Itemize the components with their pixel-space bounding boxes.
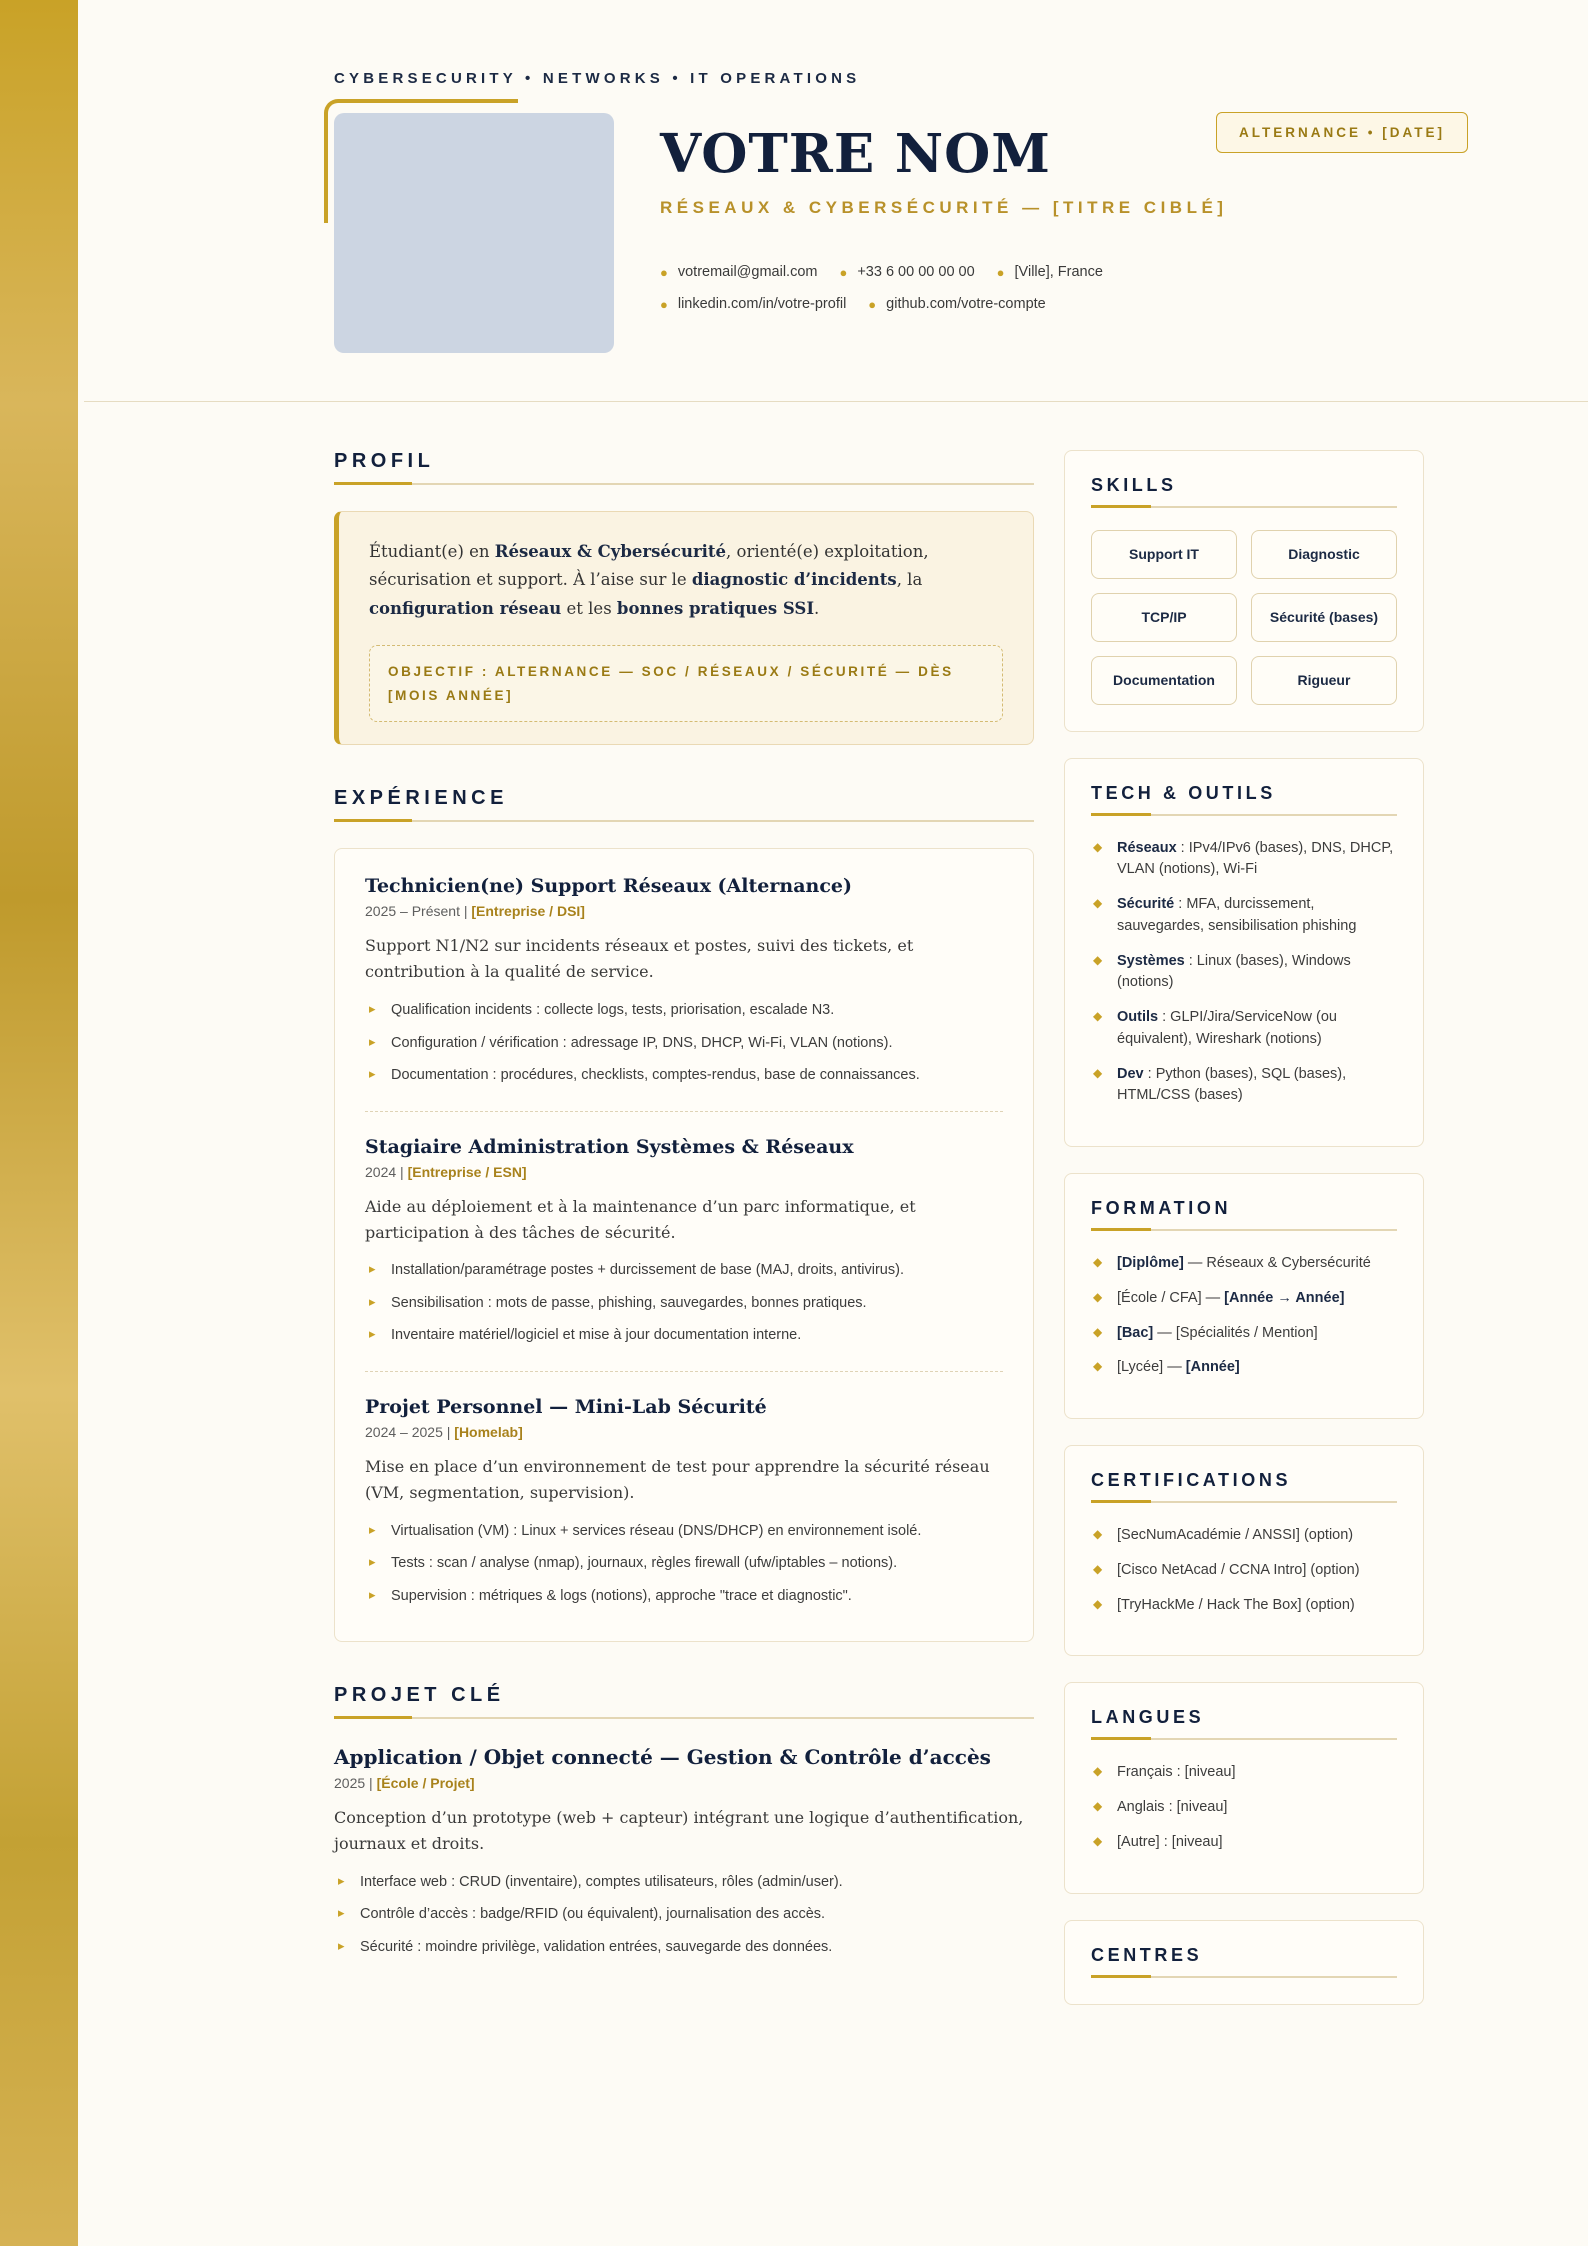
section-title-tech: TECH & OUTILS	[1091, 783, 1397, 816]
list-item: ◆ [Autre] : [niveau]	[1091, 1832, 1397, 1854]
tech-label: Dev	[1117, 1065, 1144, 1082]
formation-strong: [Diplôme]	[1117, 1255, 1184, 1272]
skill-chip-list	[1091, 530, 1397, 705]
formation-rest: [École / CFA] —	[1117, 1289, 1225, 1306]
project-meta	[334, 1775, 1034, 1791]
job-title: Technicien(ne) Support Réseaux (Alternance)	[365, 875, 852, 898]
list-item: ▸ Documentation : procédures, checklists, comptes-rendus, base de connaissances.	[365, 1064, 1003, 1086]
list-item: ▸ Sensibilisation : mots de passe, phishing, sauvegardes, bonnes pratiques.	[365, 1292, 1003, 1314]
job-title: Projet Personnel — Mini-Lab Sécurité	[365, 1395, 767, 1418]
tech-value: : Linux (bases), Windows (notions)	[1117, 952, 1351, 991]
list-item: ▸ Installation/paramétrage postes + durcissement de base (MAJ, droits, antivirus).	[365, 1259, 1003, 1281]
page-title: VOTRE NOM	[660, 123, 1051, 185]
job-period: 2025 – Présent |	[365, 903, 472, 920]
tech-label: Sécurité	[1117, 896, 1175, 913]
section-title-certifications: CERTIFICATIONS	[1091, 1470, 1397, 1503]
key-project-block	[334, 1745, 1034, 1958]
section-title-centres: CENTRES	[1091, 1945, 1397, 1978]
tech-value: : MFA, durcissement, sauvegardes, sensibilisation phishing	[1117, 896, 1357, 934]
list-item	[1091, 951, 1397, 995]
list-item	[1091, 1288, 1397, 1310]
resume-header	[84, 0, 1588, 402]
job-period: 2024 |	[365, 1163, 408, 1180]
skill-chip: Support IT	[1091, 530, 1237, 579]
bullet-dot-icon: ●	[660, 264, 668, 280]
project-company: [École / Projet]	[376, 1775, 475, 1792]
list-item: ▸ Configuration / vérification : adressage IP, DNS, DHCP, Wi-Fi, VLAN (notions).	[365, 1032, 1003, 1054]
avatar	[334, 113, 614, 353]
list-item	[1091, 894, 1397, 938]
skill-chip: Rigueur	[1251, 656, 1397, 705]
centres-card	[1064, 1920, 1424, 2005]
job-company: [Entreprise / ESN]	[407, 1163, 527, 1180]
status-badge: ALTERNANCE • [DATE]	[1216, 112, 1468, 153]
list-item	[1091, 1323, 1397, 1345]
contact-line-2	[660, 296, 1227, 312]
list-item: ▸ Inventaire matériel/logiciel et mise à jour documentation interne.	[365, 1324, 1003, 1346]
main-column	[334, 450, 1034, 1968]
job-description: Support N1/N2 sur incidents réseaux et postes, suivi des tickets, et contribution à la qualité de service.	[365, 936, 914, 982]
profile-bold-4: bonnes pratiques SSI	[616, 598, 815, 618]
tech-label: Outils	[1117, 1009, 1159, 1026]
list-item: ▸ Interface web : CRUD (inventaire), comptes utilisateurs, rôles (admin/user).	[334, 1871, 1034, 1893]
sidebar-column	[1064, 450, 1424, 2031]
section-title-langues: LANGUES	[1091, 1707, 1397, 1740]
list-item: ◆ [SecNumAcadémie / ANSSI] (option)	[1091, 1525, 1397, 1547]
formation-list	[1091, 1253, 1397, 1379]
list-item	[1091, 1064, 1397, 1108]
profile-bold-3: configuration réseau	[369, 598, 562, 618]
experience-item	[365, 1111, 1003, 1347]
list-item: ▸ Supervision : métriques & logs (notions), approche "trace et diagnostic".	[365, 1585, 1003, 1607]
project-description: Conception d’un prototype (web + capteur) intégrant une logique d’authentification, journaux et droits.	[334, 1808, 1024, 1853]
job-description: Aide au déploiement et à la maintenance d’un parc informatique, et participation à des tâches de sécurité.	[365, 1196, 916, 1242]
experience-item	[365, 875, 1003, 1086]
list-item: ◆ [Cisco NetAcad / CCNA Intro] (option)	[1091, 1560, 1397, 1582]
section-title-experience: EXPÉRIENCE	[334, 787, 1034, 822]
list-item: ◆ Anglais : [niveau]	[1091, 1797, 1397, 1819]
profile-part-5: .	[814, 598, 820, 618]
bullet-dot-icon: ●	[839, 264, 848, 280]
list-item: ▸ Virtualisation (VM) : Linux + services réseau (DNS/DHCP) en environnement isolé.	[365, 1520, 1003, 1542]
experience-card	[334, 848, 1034, 1642]
contact-linkedin[interactable]: linkedin.com/in/votre-profil	[677, 296, 847, 313]
header-main	[660, 113, 1227, 328]
job-meta	[365, 1164, 1003, 1180]
job-bullet-list	[365, 1259, 1003, 1346]
formation-strong: [Bac]	[1117, 1324, 1154, 1341]
contact-email[interactable]: votremail@gmail.com	[677, 264, 818, 281]
job-meta	[365, 903, 1003, 919]
list-item: ▸ Tests : scan / analyse (nmap), journaux, règles firewall (ufw/iptables – notions).	[365, 1552, 1003, 1574]
formation-rest: — Réseaux & Cybersécurité	[1183, 1255, 1371, 1272]
job-description: Mise en place d’un environnement de test pour apprendre la sécurité réseau (VM, segmentation, supervision).	[365, 1456, 990, 1502]
certifications-card	[1064, 1445, 1424, 1656]
tech-value: : Python (bases), SQL (bases), HTML/CSS (bases)	[1117, 1065, 1347, 1104]
header-subtitle: RÉSEAUX & CYBERSÉCURITÉ — [TITRE CIBLÉ]	[660, 197, 1228, 217]
tech-tools-card	[1064, 758, 1424, 1148]
list-item: ▸ Qualification incidents : collecte logs, tests, priorisation, escalade N3.	[365, 999, 1003, 1021]
formation-card	[1064, 1173, 1424, 1419]
job-company: [Entreprise / DSI]	[471, 903, 585, 920]
contact-github[interactable]: github.com/votre-compte	[886, 296, 1046, 313]
project-title: Application / Objet connecté — Gestion & Contrôle d’accès	[334, 1745, 991, 1770]
section-title-profil: PROFIL	[334, 450, 1034, 485]
job-company: [Homelab]	[454, 1423, 523, 1440]
header-kicker: CYBERSECURITY • NETWORKS • IT OPERATIONS	[334, 70, 861, 87]
skill-chip: Sécurité (bases)	[1251, 593, 1397, 642]
profile-part-2: , orienté(e) exploitation, sécurisation et support. À l’aise sur le	[369, 542, 929, 590]
tech-value: : IPv4/IPv6 (bases), DNS, DHCP, VLAN (notions), Wi-Fi	[1117, 839, 1394, 878]
job-period: 2024 – 2025 |	[365, 1423, 455, 1440]
skills-card	[1064, 450, 1424, 732]
list-item: ▸ Contrôle d’accès : badge/RFID (ou équivalent), journalisation des accès.	[334, 1903, 1034, 1925]
project-bullet-list	[334, 1871, 1034, 1958]
tech-list	[1091, 838, 1397, 1108]
photo-container	[334, 113, 624, 353]
list-item: ▸ Sécurité : moindre privilège, validation entrées, sauvegarde des données.	[334, 1936, 1034, 1958]
experience-item	[365, 1371, 1003, 1607]
certifications-list	[1091, 1525, 1397, 1616]
formation-rest: [Lycée] —	[1117, 1359, 1186, 1376]
tech-label: Réseaux	[1117, 839, 1177, 856]
profile-card	[334, 511, 1034, 745]
job-bullet-list	[365, 999, 1003, 1086]
langues-list	[1091, 1762, 1397, 1853]
job-title: Stagiaire Administration Systèmes & Réseaux	[365, 1135, 854, 1158]
list-item: ◆ Français : [niveau]	[1091, 1762, 1397, 1784]
bullet-dot-icon: ●	[660, 296, 668, 312]
section-title-formation: FORMATION	[1091, 1198, 1397, 1231]
tech-value: : GLPI/Jira/ServiceNow (ou équivalent), Wireshark (notions)	[1117, 1009, 1337, 1047]
profile-bold-2: diagnostic d’incidents	[691, 570, 897, 590]
skill-chip: TCP/IP	[1091, 593, 1237, 642]
list-item	[1091, 1007, 1397, 1051]
tech-label: Systèmes	[1117, 952, 1185, 969]
bullet-dot-icon: ●	[996, 264, 1005, 280]
objective-callout: OBJECTIF : ALTERNANCE — SOC / RÉSEAUX / SÉCURITÉ — DÈS [MOIS ANNÉE]	[369, 645, 1003, 722]
resume-body	[84, 402, 1588, 2091]
profile-part-3: , la	[896, 570, 923, 590]
list-item	[1091, 1357, 1397, 1379]
list-item: ◆ [TryHackMe / Hack The Box] (option)	[1091, 1595, 1397, 1617]
section-title-projet-cle: PROJET CLÉ	[334, 1684, 1034, 1719]
list-item	[1091, 1253, 1397, 1275]
skill-chip: Documentation	[1091, 656, 1237, 705]
project-period: 2025 |	[334, 1775, 377, 1792]
job-bullet-list	[365, 1520, 1003, 1607]
job-meta	[365, 1424, 1003, 1440]
section-title-skills: SKILLS	[1091, 475, 1397, 508]
formation-tail: [Année]	[1185, 1359, 1240, 1376]
profile-part-4: et les	[561, 598, 617, 618]
profile-part-1: Étudiant(e) en	[369, 542, 495, 561]
contact-line-1	[660, 264, 1227, 280]
contact-phone[interactable]: +33 6 00 00 00 00	[857, 264, 975, 281]
profile-text	[369, 538, 1003, 623]
langues-card	[1064, 1682, 1424, 1893]
bullet-dot-icon: ●	[868, 296, 877, 312]
formation-rest: — [Spécialités / Mention]	[1153, 1324, 1318, 1341]
profile-bold-1: Réseaux & Cybersécurité	[494, 542, 727, 561]
skill-chip: Diagnostic	[1251, 530, 1397, 579]
formation-tail: [Année → Année]	[1224, 1289, 1345, 1306]
decorative-gold-band	[0, 0, 78, 2246]
contact-location: [Ville], France	[1014, 264, 1103, 281]
list-item	[1091, 838, 1397, 882]
resume-content	[84, 0, 1588, 2091]
